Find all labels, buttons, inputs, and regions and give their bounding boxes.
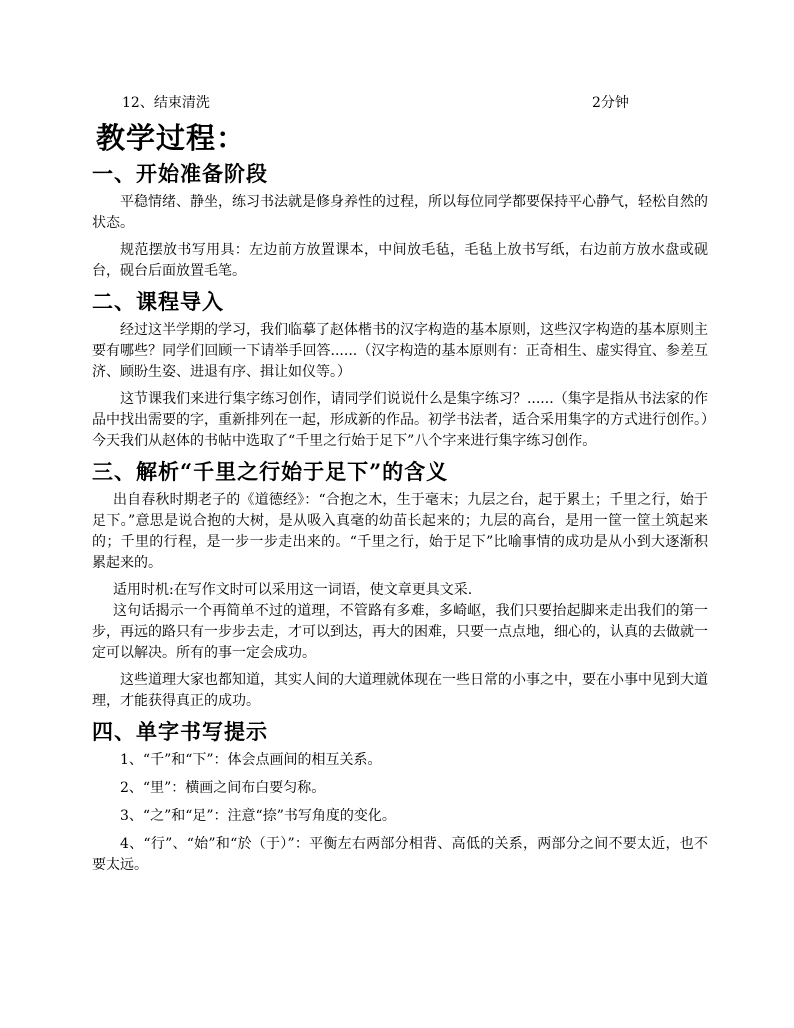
- section-3-paragraph-4: 这些道理大家也都知道，其实人间的大道理就体现在一些日常的小事之中，要在小事中见到大道理，才能获得真正的成功。: [92, 672, 708, 709]
- section-4-item-3: 3、“之”和“足”：注意“捺”书写角度的变化。: [120, 808, 396, 824]
- section-3-heading: 三、解析“千里之行始于足下”的含义: [92, 459, 449, 484]
- section-2-paragraph-1: 经过这半学期的学习，我们临摹了赵体楷书的汉字构造的基本原则，这些汉字构造的基本原则主要有哪些？同学们回顾一下请举手回答......（汉字构造的基本原则有：正奇相生、虚实得宜、参差互济、顾盼生姿、进退有序、揖让如仪等。）: [92, 322, 708, 380]
- section-4-item-2: 2、“里”：横画之间布白要匀称。: [120, 780, 326, 796]
- section-4-item-4: 4、“行”、“始”和“於（于）”：平衡左右两部分相背、高低的关系，两部分之间不要太近，也不要太远。: [92, 836, 708, 873]
- section-1-heading: 一、开始准备阶段: [92, 161, 268, 186]
- section-3-paragraph-3: 这句话揭示一个再简单不过的道理，不管路有多难，多崎岖，我们只要抬起脚来走出我们的第一步，再远的路只有一步步去走，才可以到达，再大的困难，只要一点点地，细心的，认真的去做就一定可以解决。所有的事一定会成功。: [92, 603, 708, 661]
- section-2-paragraph-2: 这节课我们来进行集字练习创作，请同学们说说什么是集字练习？......（集字是指从书法家的作品中找出需要的字，重新排列在一起，形成新的作品。初学书法者，适合采用集字的方式进行创作。）今天我们从赵体的书帖中选取了“千里之行始于足下”八个字来进行集字练习创作。: [92, 391, 708, 449]
- step-12-line: [92, 92, 708, 114]
- step-12-label: 12、结束清洗: [122, 95, 210, 111]
- section-4-item-1: 1、“千”和“下”：体会点画间的相互关系。: [120, 752, 382, 768]
- document-page: [92, 92, 708, 883]
- main-title: 教学过程：: [96, 121, 247, 155]
- section-1-paragraph-1: 平稳情绪、静坐，练习书法就是修身养性的过程，所以每位同学都要保持平心静气，轻松自然的状态。: [92, 194, 708, 231]
- step-12-time: 2分钟: [592, 95, 629, 111]
- section-4-heading: 四、单字书写提示: [92, 719, 268, 744]
- section-3-paragraph-2: 适用时机:在写作文时可以采用这一词语，使文章更具文采.: [113, 582, 473, 598]
- section-2-heading: 二、课程导入: [92, 289, 224, 314]
- section-3-paragraph-1: 出自春秋时期老子的《道德经》：“合抱之木，生于毫末；九层之台，起于累土；千里之行，始于足下。”意思是说合抱的大树，是从吸入真毫的幼苗长起来的；九层的高台，是用一筐一筐土筑起来的；千里的行程，是一步一步走出来的。“千里之行，始于足下”比喻事情的成功是从小到大逐渐积累起来的。: [92, 492, 708, 571]
- section-1-paragraph-2: 规范摆放书写用具：左边前方放置课本，中间放毛毡，毛毡上放书写纸，右边前方放水盘或砚台，砚台后面放置毛笔。: [92, 242, 708, 279]
